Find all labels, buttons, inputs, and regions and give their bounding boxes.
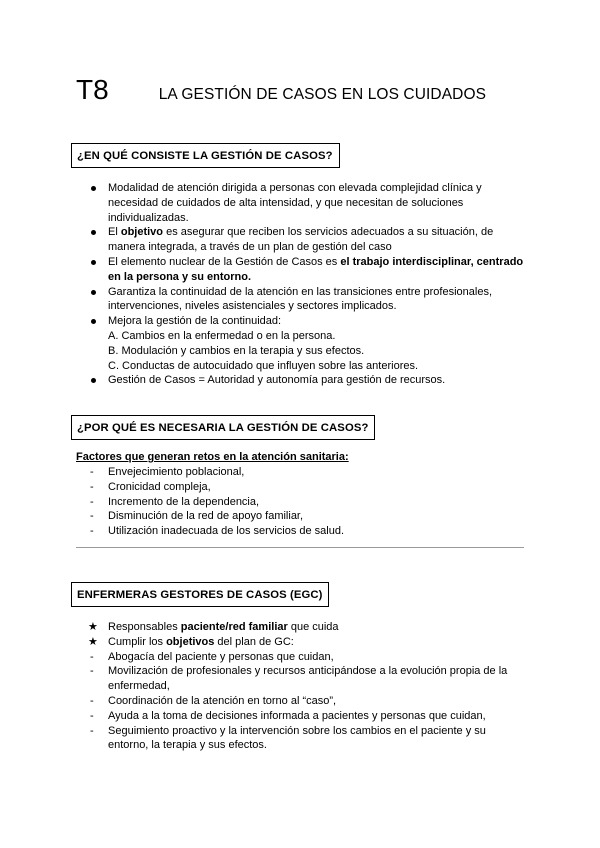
list-item: El objetivo es asegurar que reciben los servicios adecuados a su situación, de manera integrada, a través de un plan de gestión del caso	[108, 226, 494, 254]
list-item: Movilización de profesionales y recursos anticipándose a la evolución propia de la enfermedad,	[108, 665, 508, 693]
list-item: Responsables paciente/red familiar que cuida	[108, 621, 339, 633]
list-item: Coordinación de la atención en torno al “caso”,	[108, 694, 337, 707]
sub-item: C. Conductas de autocuidado que influyen sobre las anteriores.	[108, 359, 419, 372]
section-heading-egc: ENFERMERAS GESTORES DE CASOS (EGC)	[71, 582, 329, 607]
list-item: Envejecimiento poblacional,	[108, 466, 245, 478]
sub-item: A. Cambios en la enfermedad o en la persona.	[108, 329, 336, 342]
topic-title: LA GESTIÓN DE CASOS EN LOS CUIDADOS	[158, 86, 487, 103]
topic-code: T8	[76, 74, 109, 105]
list-item: El elemento nuclear de la Gestión de Casos es el trabajo interdisciplinar, centrado en la persona y su entorno.	[108, 255, 524, 283]
section-heading-consiste: ¿EN QUÉ CONSISTE LA GESTIÓN DE CASOS?	[71, 143, 340, 168]
list-item: Gestión de Casos = Autoridad y autonomía para gestión de recursos.	[108, 374, 446, 387]
section2-list	[89, 465, 529, 539]
list-item: Disminución de la red de apoyo familiar,	[108, 510, 304, 523]
sub-item: B. Modulación y cambios en la terapia y sus efectos.	[108, 344, 365, 357]
list-item: Mejora la gestión de la continuidad: A. Cambios en la enfermedad o en la persona. B. Modulación y cambios en la terapia y sus efectos. C. Conductas de autocuidado que influyen sobre las anteriores.	[89, 314, 529, 373]
list-item: Ayuda a la toma de decisiones informada a pacientes y personas que cuidan,	[108, 709, 486, 722]
list-item: Utilización inadecuada de los servicios de salud.	[108, 525, 345, 538]
list-item: Cumplir los objetivos del plan de GC:	[108, 635, 294, 648]
divider	[76, 547, 524, 548]
list-item: Cronicidad compleja,	[108, 480, 211, 493]
factors-heading: Factores que generan retos en la atención sanitaria:	[76, 451, 349, 463]
list-item: Modalidad de atención dirigida a personas con elevada complejidad clínica y necesidad de cuidados de alta intensidad, y que necesitan de soluciones individualizadas.	[108, 182, 482, 224]
section1-list	[89, 181, 529, 388]
section-heading-necesaria: ¿POR QUÉ ES NECESARIA LA GESTIÓN DE CASOS?	[71, 415, 375, 440]
section3-list	[89, 620, 529, 753]
list-item: Garantiza la continuidad de la atención en las transiciones entre profesionales, intervenciones, niveles asistenciales y sectores implicados.	[108, 285, 493, 313]
page-title	[76, 74, 486, 106]
list-item: Abogacía del paciente y personas que cuidan,	[108, 650, 334, 663]
list-item: Incremento de la dependencia,	[108, 495, 260, 508]
list-item: Seguimiento proactivo y la intervención sobre los cambios en el paciente y su entorno, la terapia y sus efectos.	[108, 724, 486, 752]
